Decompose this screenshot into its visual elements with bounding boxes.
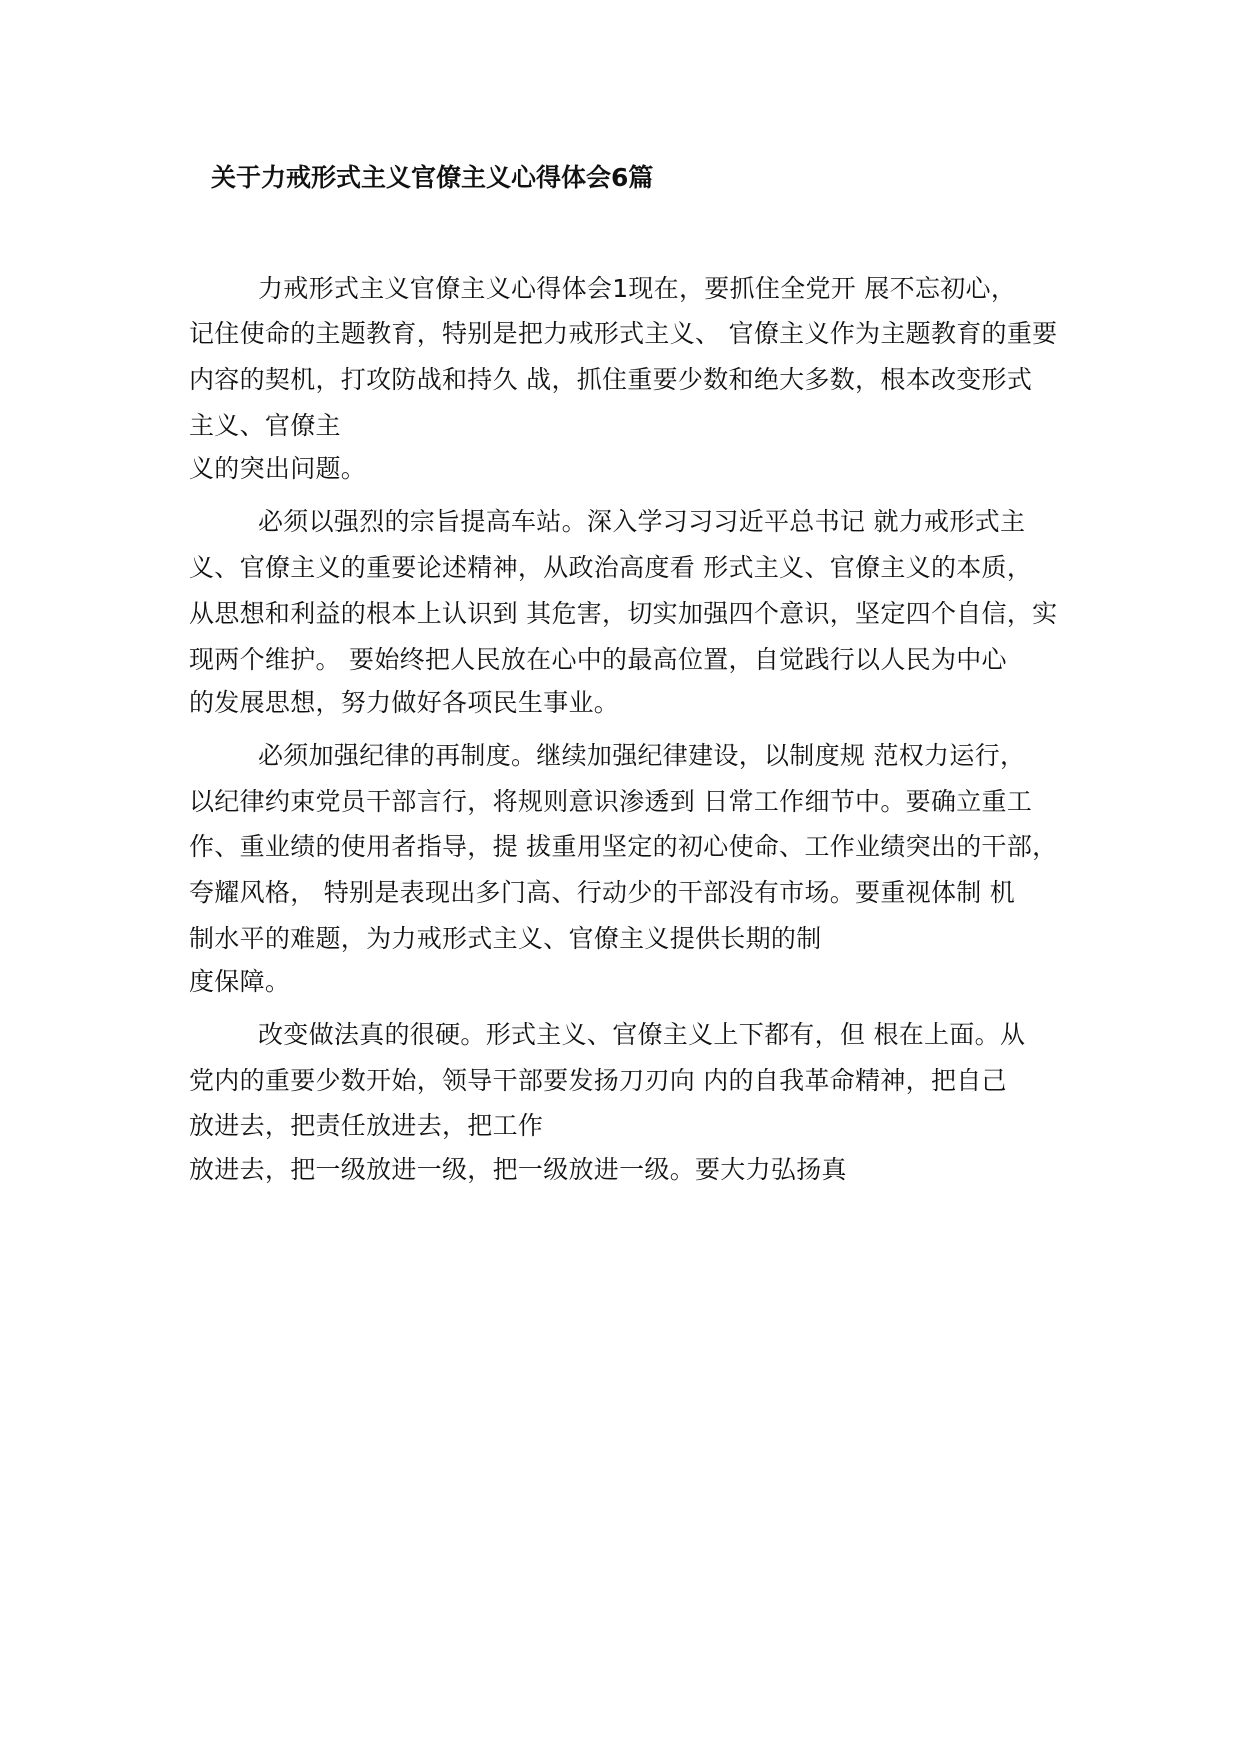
paragraph-2-line-2: 义、官僚主义的重要论述精神，从政治高度看 形式主义、官僚主义的本质， (189, 553, 1033, 582)
paragraph-1-line-1: 力戒形式主义官僚主义心得体会1现在，要抓住全党开 展不忘初心， (258, 274, 1017, 303)
paragraph-1-line-5: 义的突出问题。 (189, 454, 367, 483)
paragraph-2-line-1: 必须以强烈的宗旨提高车站。深入学习习习近平总书记 就力戒形式主 (258, 507, 1026, 536)
paragraph-2-line-4: 现两个维护。 要始终把人民放在心中的最高位置，自觉践行以人民为中心 (189, 645, 1007, 674)
paragraph-4-line-3: 放进去，把责任放进去，把工作 (189, 1111, 544, 1140)
paragraph-1-line-2: 记住使命的主题教育，特别是把力戒形式主义、 官僚主义作为主题教育的重要 (189, 319, 1058, 348)
paragraph-3-line-1: 必须加强纪律的再制度。继续加强纪律建设，以制度规 范权力运行， (258, 741, 1026, 770)
paragraph-4-line-4: 放进去，把一级放进一级，把一级放进一级。要大力弘扬真 (189, 1155, 847, 1184)
paragraph-3-line-2: 以纪律约束党员干部言行，将规则意识渗透到 日常工作细节中。要确立重工 (189, 787, 1033, 816)
paragraph-1-line-4: 主义、官僚主 (189, 411, 341, 440)
document-title: 关于力戒形式主义官僚主义心得体会6篇 (211, 163, 654, 192)
paragraph-3-line-4: 夸耀风格， 特别是表现出多门高、行动少的干部没有市场。要重视体制 机 (189, 878, 1016, 907)
paragraph-4-line-1: 改变做法真的很硬。形式主义、官僚主义上下都有，但 根在上面。从 (258, 1020, 1026, 1049)
paragraph-2-line-3: 从思想和利益的根本上认识到 其危害，切实加强四个意识，坚定四个自信，实 (189, 599, 1058, 628)
paragraph-1-line-3: 内容的契机，打攻防战和持久 战，抓住重要少数和绝大多数，根本改变形式 (189, 365, 1033, 394)
paragraph-2-line-5: 的发展思想，努力做好各项民生事业。 (189, 688, 620, 717)
paragraph-3-line-6: 度保障。 (189, 967, 291, 996)
paragraph-4-line-2: 党内的重要少数开始，领导干部要发扬刀刃向 内的自我革命精神，把自己 (189, 1066, 1007, 1095)
paragraph-3-line-5: 制水平的难题，为力戒形式主义、官僚主义提供长期的制 (189, 924, 822, 953)
paragraph-3-line-3: 作、重业绩的使用者指导，提 拔重用坚定的初心使命、工作业绩突出的干部， (189, 832, 1058, 861)
